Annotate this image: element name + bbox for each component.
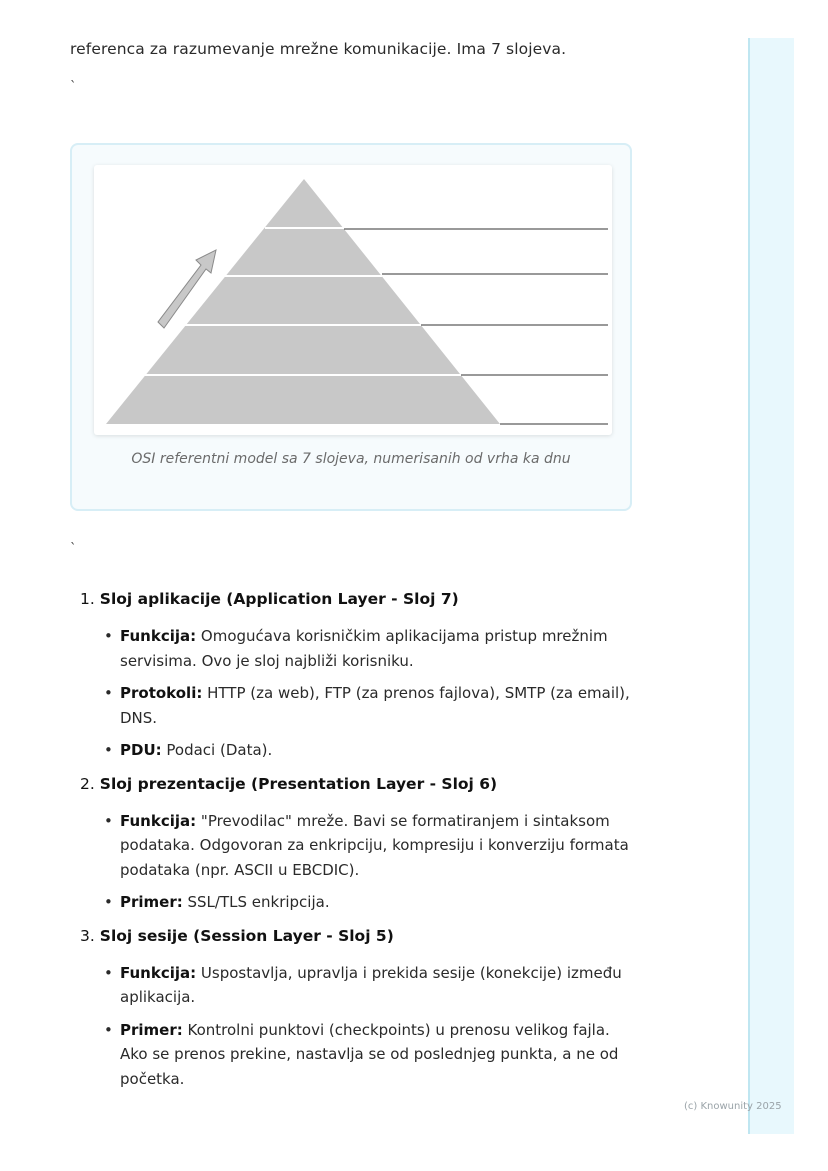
bullet-label: Protokoli: <box>120 684 203 702</box>
layer-heading <box>80 927 640 945</box>
list-item: • Primer: Kontrolni punktovi (checkpoints) u prenosu velikog fajla. Ako se prenos prekine, nastavlja se od poslednjeg punkta, a ne od početka. <box>104 1020 619 1088</box>
layer-section <box>80 590 640 763</box>
bullet-text: "Prevodilac" mreže. Bavi se formatiranjem i sintaksom podataka. Odgovoran za enkripciju, kompresiju i konverziju formata podataka (npr. ASCII u EBCDIC). <box>120 811 629 879</box>
layer-heading <box>80 590 640 608</box>
list-item: • Funkcija: "Prevodilac" mreže. Bavi se formatiranjem i sintaksom podataka. Odgovoran za enkripciju, kompresiju i konverziju formata podataka (npr. ASCII u EBCDIC). <box>104 811 629 879</box>
list-item: • PDU: Podaci (Data). <box>104 741 273 759</box>
pyramid-image <box>94 165 612 435</box>
bullet-text: Omogućava korisničkim aplikacijama pristup mrežnim servisima. Ovo je sloj najbliži korisniku. <box>120 627 608 670</box>
pyramid-shape <box>106 179 500 424</box>
list-item: • Protokoli: HTTP (za web), FTP (za prenos fajlova), SMTP (za email), DNS. <box>104 684 630 727</box>
bullet-text: Kontrolni punktovi (checkpoints) u prenosu velikog fajla. Ako se prenos prekine, nastavlja se od poslednjeg punkta, a ne od početka. <box>120 1020 619 1088</box>
intro-text: referenca za razumevanje mrežne komunikacije. Ima 7 slojeva. <box>70 40 567 58</box>
bullet-label: PDU: <box>120 741 162 759</box>
layer-title: Sloj sesije (Session Layer - Sloj 5) <box>99 926 394 945</box>
osi-pyramid-diagram <box>94 165 612 435</box>
layer-title: Sloj aplikacije (Application Layer - Sloj 7) <box>99 590 459 608</box>
bullet-label: Funkcija: <box>120 811 197 830</box>
list-item: • Funkcija: Uspostavlja, upravlja i prekida sesije (konekcije) između aplikacija. <box>104 963 622 1006</box>
bullet-label: Funkcija: <box>120 963 197 982</box>
bullet-text: Podaci (Data). <box>166 741 273 759</box>
tick-mark: ` <box>70 80 77 95</box>
layer-number: 3. <box>80 926 95 945</box>
list-item: • Funkcija: Omogućava korisničkim aplikacijama pristup mrežnim servisima. Ovo je sloj najbliži korisniku. <box>104 627 608 670</box>
bullet-text: SSL/TLS enkripcija. <box>187 893 330 911</box>
bullet-label: Funkcija: <box>120 627 197 645</box>
copyright-text: (c) Knowunity 2025 <box>684 1101 782 1112</box>
bullet-label: Primer: <box>120 1020 183 1039</box>
layer-title: Sloj prezentacije (Presentation Layer - Sloj 6) <box>99 774 498 793</box>
layer-heading <box>80 775 640 793</box>
tick-mark: ` <box>70 542 77 557</box>
bullet-label: Primer: <box>120 893 183 911</box>
list-item: • Primer: SSL/TLS enkripcija. <box>104 893 330 911</box>
page-sidebar <box>748 38 794 1134</box>
layer-number: 1. <box>80 590 95 608</box>
layer-section <box>80 775 640 915</box>
layer-number: 2. <box>80 774 95 793</box>
bullet-text: Uspostavlja, upravlja i prekida sesije (konekcije) između aplikacija. <box>120 963 622 1006</box>
figure-box <box>70 143 632 511</box>
osi-layers-list <box>80 590 640 1091</box>
figure-caption: OSI referentni model sa 7 slojeva, numerisanih od vrha ka dnu <box>131 451 571 467</box>
layer-section <box>80 927 640 1092</box>
bullet-text: HTTP (za web), FTP (za prenos fajlova), SMTP (za email), DNS. <box>120 684 630 727</box>
